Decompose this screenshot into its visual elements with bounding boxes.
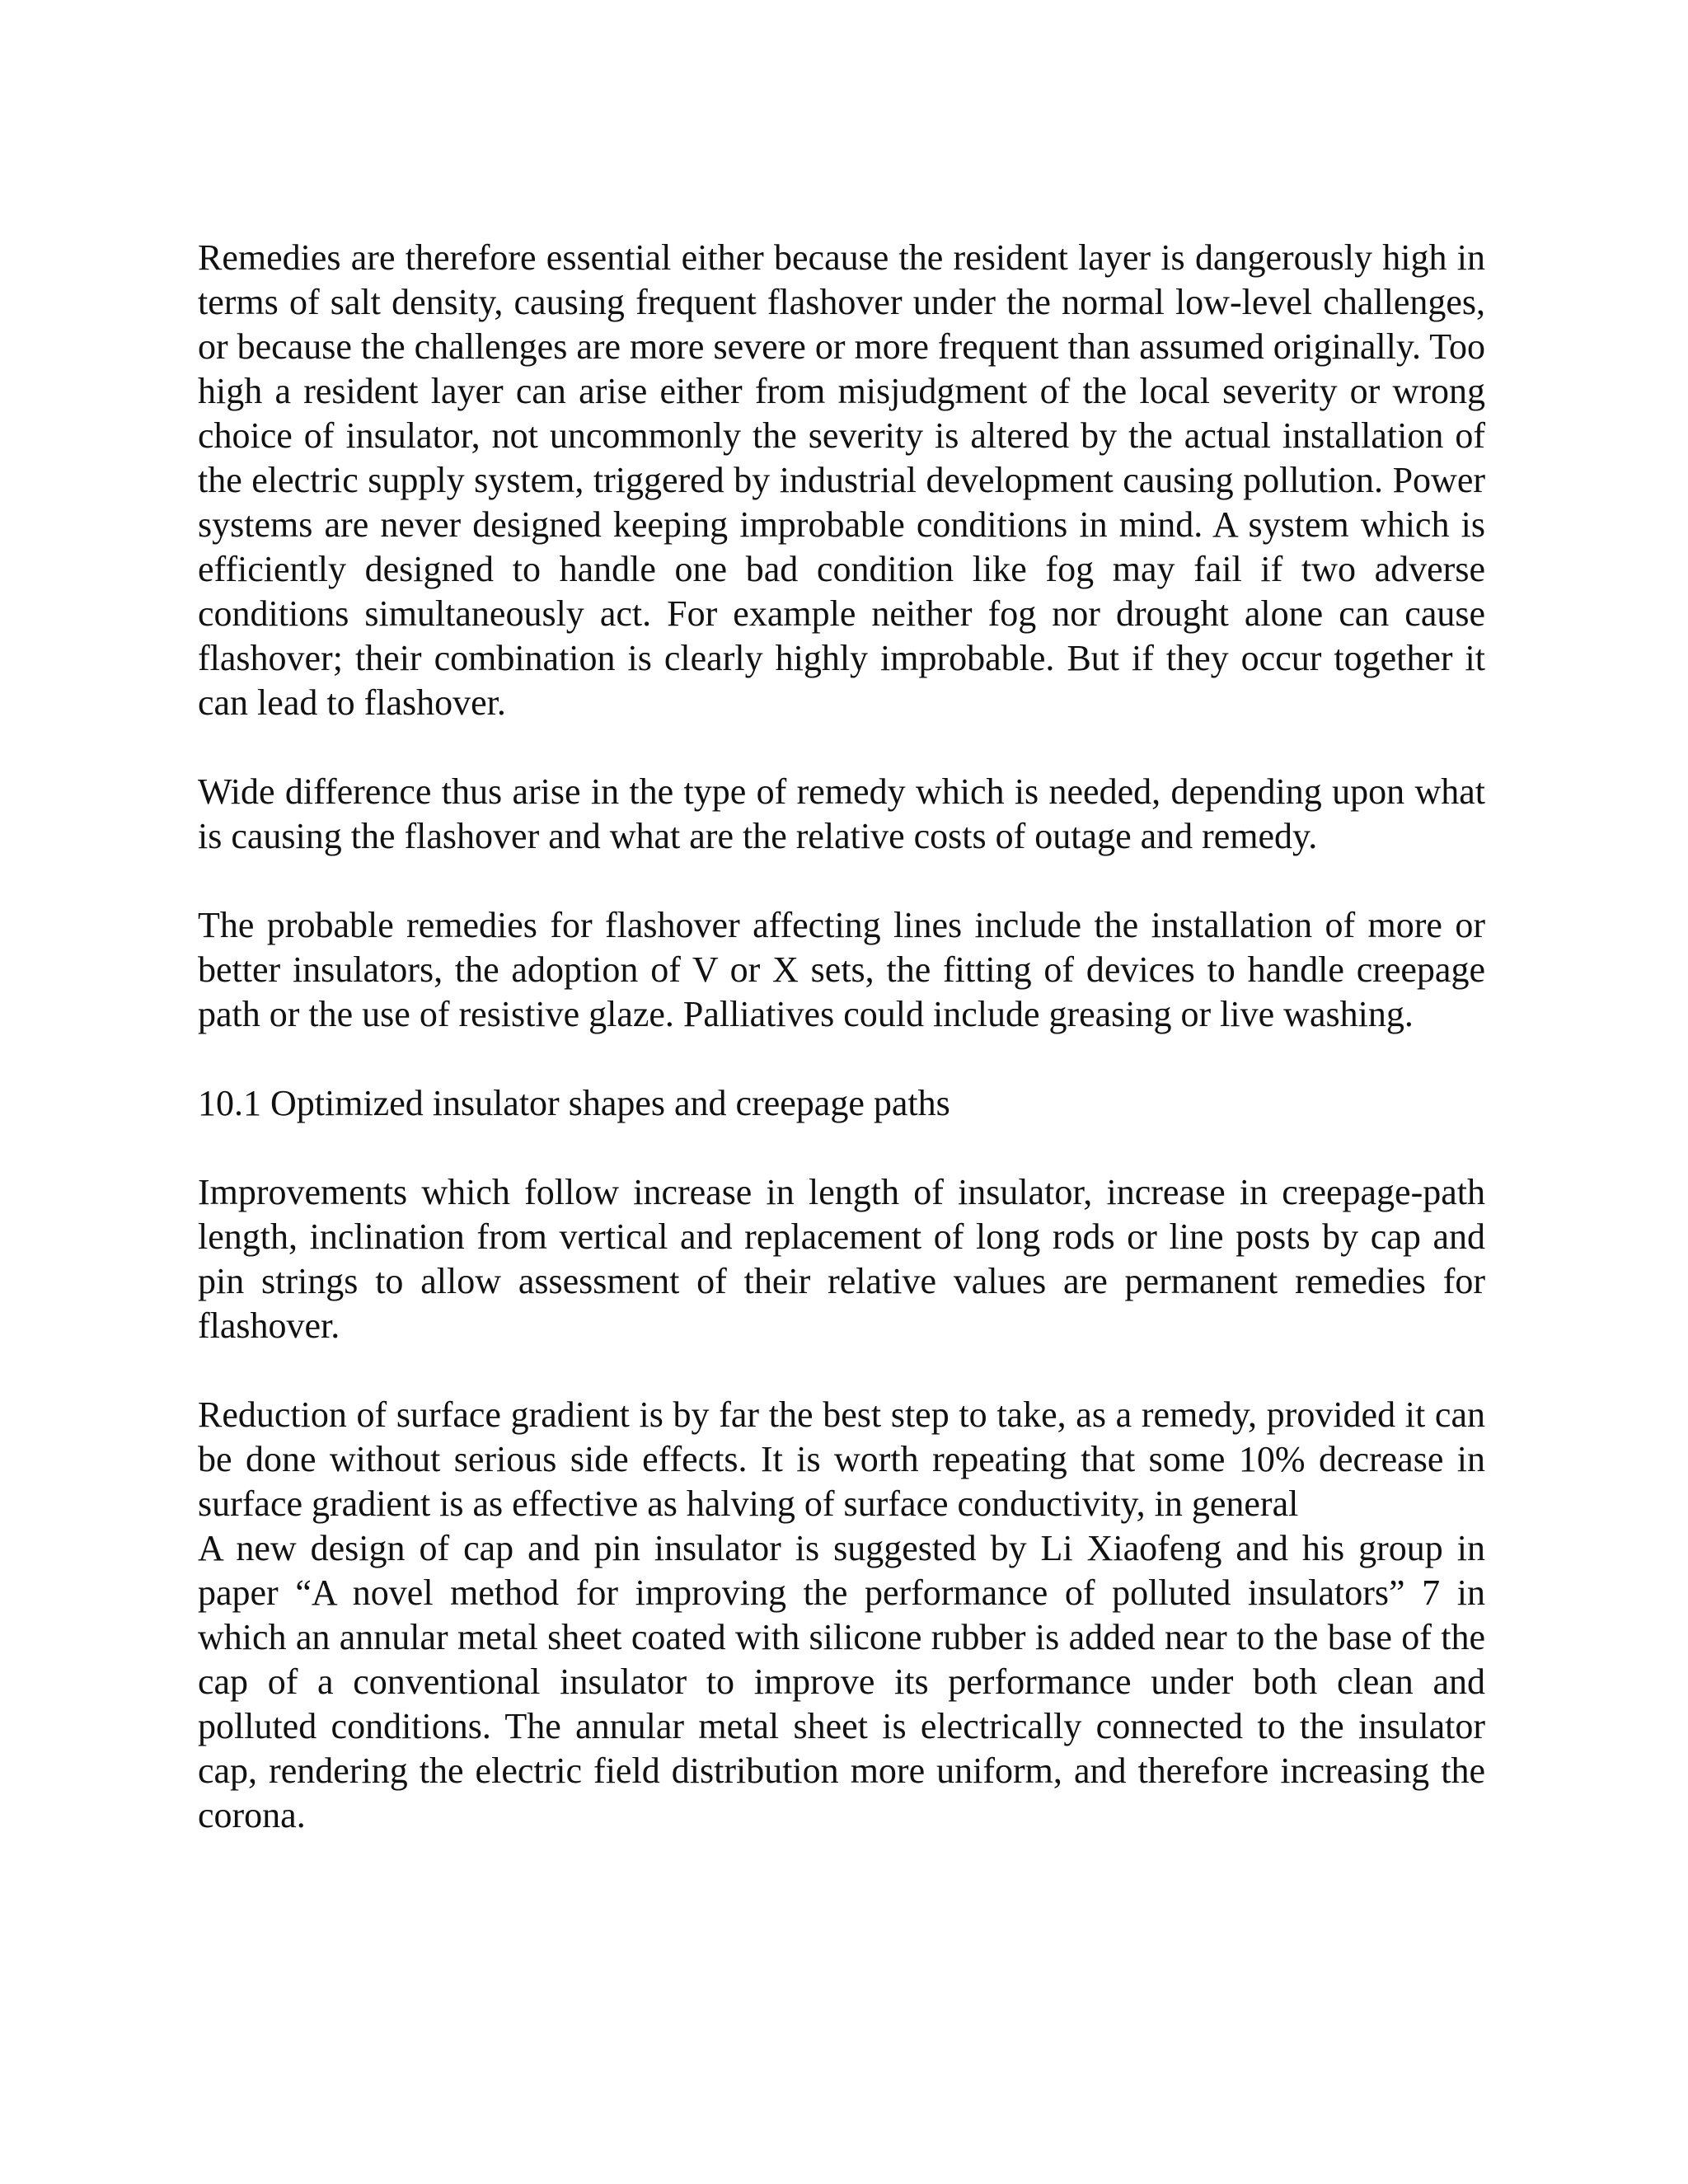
paragraph-wide-difference: Wide difference thus arise in the type of remedy which is needed, depending upon what is causing the flashover and what are the relative costs of outage and remedy. bbox=[198, 771, 1485, 856]
section-heading: 10.1 Optimized insulator shapes and creepage paths bbox=[198, 1083, 950, 1123]
document-body bbox=[198, 236, 1485, 1882]
paragraph-surface-gradient: Reduction of surface gradient is by far the best step to take, as a remedy, provided it can be done without serious side effects. It is worth repeating that some 10% decrease in surface gradient is as effective as halving of surface conductivity, in general bbox=[198, 1394, 1485, 1524]
paragraph-new-design: A new design of cap and pin insulator is suggested by Li Xiaofeng and his group in paper “A novel method for improving the performance of polluted insulators” 7 in which an annular metal sheet coated with silicone rubber is added near to the base of the cap of a conventional insulator to improve its performance under both clean and polluted conditions. The annular metal sheet is electrically connected to the insulator cap, rendering the electric field distribution more uniform, and therefore increasing the corona. bbox=[198, 1528, 1485, 1835]
paragraph-improvements: Improvements which follow increase in length of insulator, increase in creepage-path length, inclination from vertical and replacement of long rods or line posts by cap and pin strings to allow assessment of their relative values are permanent remedies for flashover. bbox=[198, 1172, 1485, 1346]
paragraph-remedies-essential: Remedies are therefore essential either because the resident layer is dangerously high in terms of salt density, causing frequent flashover under the normal low-level challenges, or because the challenges are more severe or more frequent than assumed originally. Too high a resident layer can arise either from misjudgment of the local severity or wrong choice of insulator, not uncommonly the severity is altered by the actual installation of the electric supply system, triggered by industrial development causing pollution. Power systems are never designed keeping improbable conditions in mind. A system which is efficiently designed to handle one bad condition like fog may fail if two adverse conditions simultaneously act. For example neither fog nor drought alone can cause flashover; their combination is clearly highly improbable. But if they occur together it can lead to flashover. bbox=[198, 237, 1485, 723]
paragraph-probable-remedies: The probable remedies for flashover affecting lines include the installation of more or better insulators, the adoption of V or X sets, the fitting of devices to handle creepage path or the use of resistive glaze. Palliatives could include greasing or live washing. bbox=[198, 905, 1485, 1034]
